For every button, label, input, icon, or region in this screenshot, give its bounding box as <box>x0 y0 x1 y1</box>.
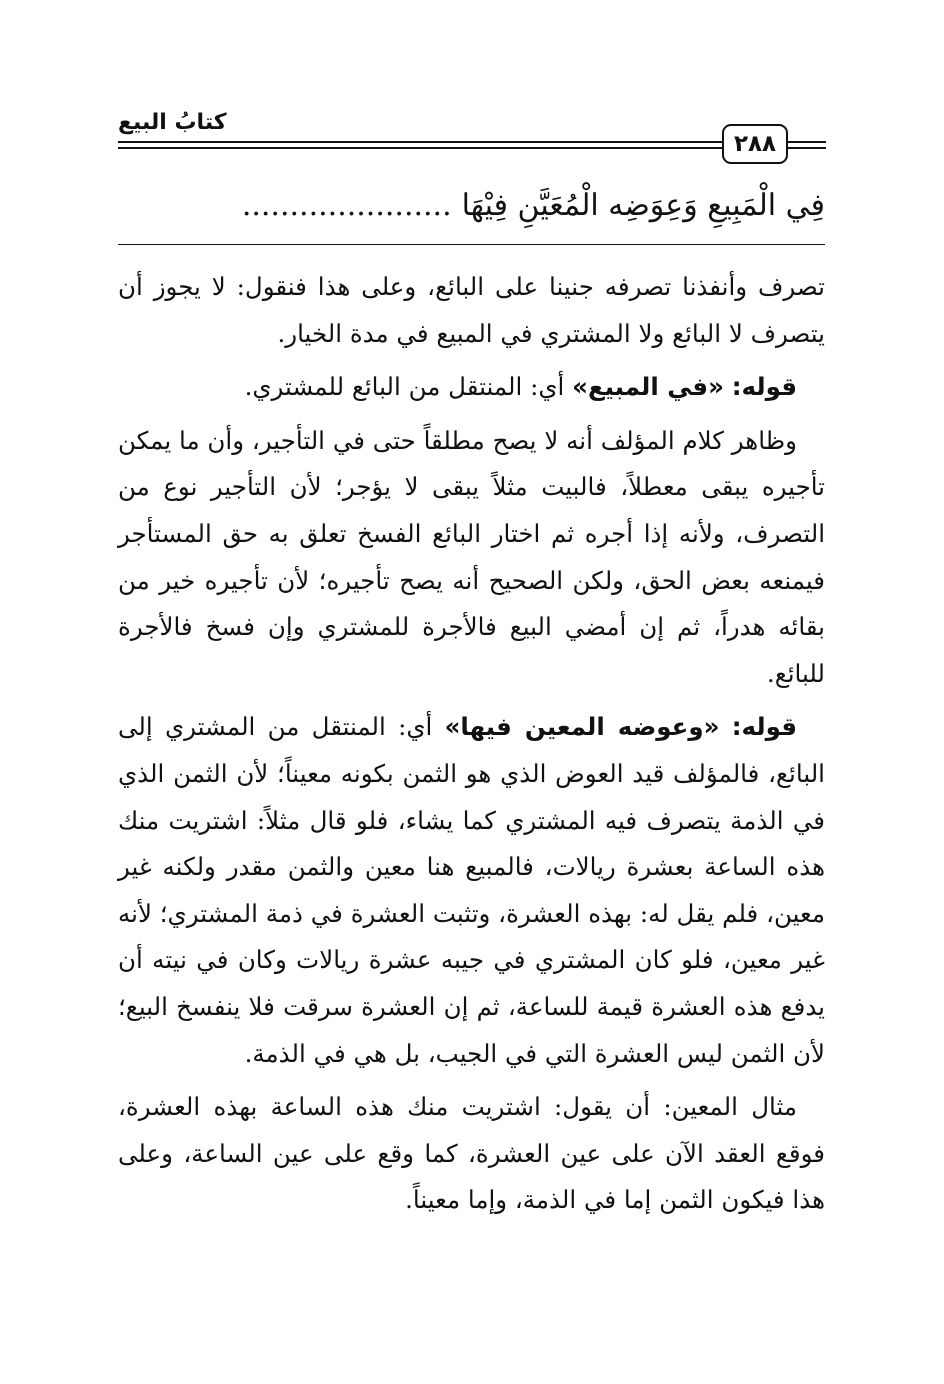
matn-line <box>118 182 825 230</box>
matn-text: فِي الْمَبِيعِ وَعِوَضِه الْمُعَيَّنِ فِيْهَا <box>461 188 825 223</box>
commentary-body <box>118 264 825 1231</box>
paragraph-3-text: وظاهر كلام المؤلف أنه لا يصح مطلقاً حتى في التأجير، وأن ما يمكن تأجيره يبقى معطلاً، فالبيت مثلاً يبقى لا يؤجر؛ لأن التأجير نوع من التصرف، ولأنه إذا أجره ثم اختار البائع الفسخ تعلق به حق المستأجر فيمنعه بعض الحق، ولكن الصحيح أنه يصح تأجيره؛ لأن تأجيره خير من بقائه هدراً، ثم إن أمضي البيع فالأجرة للمشتري وإن فسخ فالأجرة للبائع. <box>118 425 825 688</box>
paragraph-4-quote: «وعوضه المعين فيها» <box>444 712 720 742</box>
paragraph-5 <box>118 1084 825 1224</box>
paragraph-4-text: أي: المنتقل من المشتري إلى البائع، فالمؤلف قيد العوض الذي هو الثمن بكونه معيناً؛ لأن الثمن الذي في الذمة يتصرف فيه المشتري كما يشاء، فلو قال مثلاً: اشتريت منك هذه الساعة بعشرة ريالات، فالمبيع هنا معين والثمن مقدر ولكنه غير معين، فلم يقل له: بهذه العشرة، وتثبت العشرة في ذمة المشتري؛ لأنه غير معين، فلو كان المشتري في جيبه عشرة ريالات وكان في نيته أن يدفع هذه العشرة قيمة للساعة، ثم إن العشرة سرقت فلا ينفسخ البيع؛ لأن الثمن ليس العشرة التي في الجيب، بل هي في الذمة. <box>118 712 825 1068</box>
paragraph-1-text: تصرف وأنفذنا تصرفه جنينا على البائع، وعلى هذا فنقول: لا يجوز أن يتصرف لا البائع ولا المشتري في المبيع في مدة الخيار. <box>118 272 825 348</box>
paragraph-1 <box>118 264 825 357</box>
paragraph-3 <box>118 418 825 698</box>
header-rule-left-top <box>118 141 722 143</box>
matn-dots: ...................... <box>241 188 452 223</box>
page-number: ٢٨٨ <box>733 131 777 157</box>
running-header-book-title: كتابُ البيع <box>118 110 227 135</box>
paragraph-5-text: مثال المعين: أن يقول: اشتريت منك هذه الساعة بهذه العشرة، فوقع العقد الآن على عين العشرة، كما وقع على عين الساعة، وعلى هذا فيكون الثمن إما في الذمة، وإما معيناً. <box>118 1092 825 1215</box>
paragraph-2-text: أي: المنتقل من البائع للمشتري. <box>244 372 573 402</box>
paragraph-2 <box>118 364 825 411</box>
header-rule-right-bottom <box>788 147 826 149</box>
paragraph-2-quote: «في المبيع» <box>572 372 724 402</box>
header-rule-left-bottom <box>118 147 722 149</box>
paragraph-2-label: قوله: <box>731 372 797 402</box>
page-number-box <box>722 124 788 164</box>
paragraph-4-label: قوله: <box>731 712 798 742</box>
paragraph-4 <box>118 704 825 1077</box>
header-rule-right-top <box>788 141 826 143</box>
matn-separator-rule <box>118 244 825 245</box>
